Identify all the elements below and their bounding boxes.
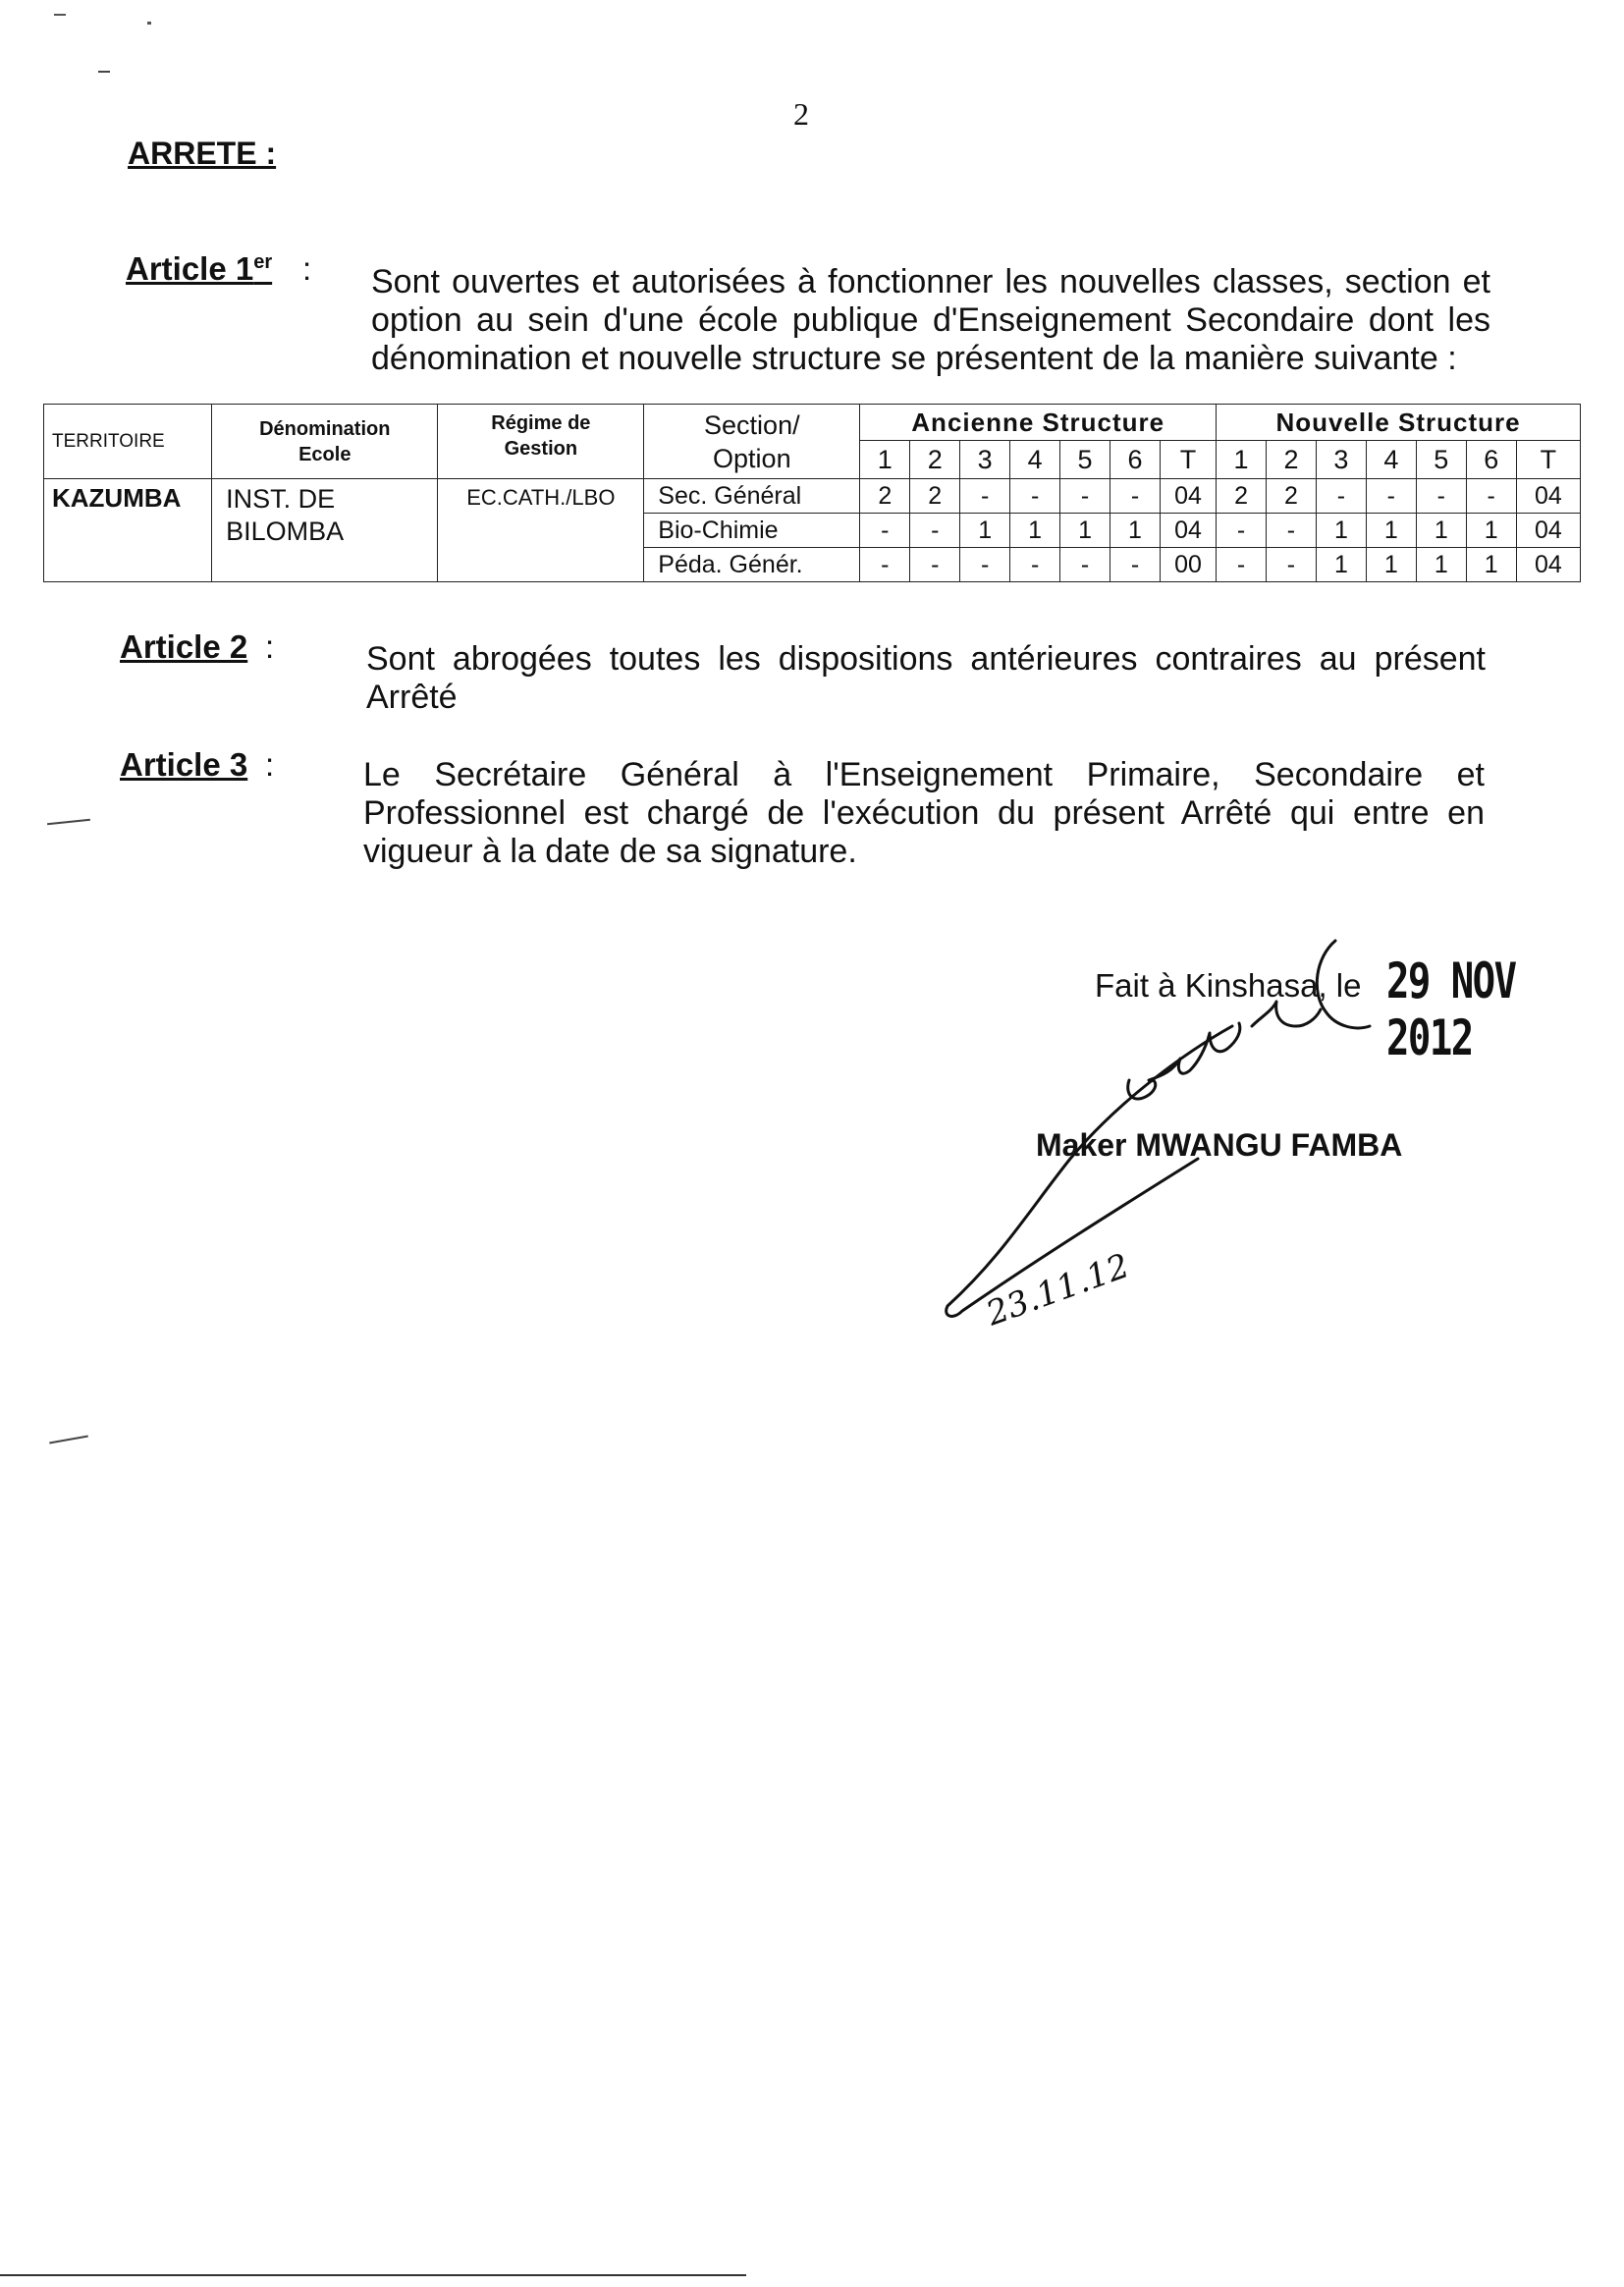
date-stamp: 29 NOV 2012 [1386,953,1516,1066]
cell-value: - [1217,548,1267,582]
header-nouvelle-6: 6 [1466,441,1516,479]
scan-speck [54,14,66,16]
header-nouvelle-4: 4 [1366,441,1416,479]
header-ancienne-6: 6 [1110,441,1161,479]
header-nouvelle-structure: Nouvelle Structure [1217,405,1581,441]
cell-value: - [1267,548,1317,582]
article-2-label: Article 2 [120,628,248,665]
header-nouvelle-2: 2 [1267,441,1317,479]
cell-total: 04 [1516,514,1580,548]
cell-territoire: KAZUMBA [44,479,212,582]
cell-value: 1 [1416,514,1466,548]
cell-value: 1 [1466,514,1516,548]
cell-option: Péda. Génér. [644,548,860,582]
cell-value: 1 [1110,514,1161,548]
cell-value: 1 [1466,548,1516,582]
handwritten-signature [923,933,1473,1355]
header-ancienne-3: 3 [960,441,1010,479]
cell-option: Sec. Général [644,479,860,514]
cell-value: - [1010,479,1060,514]
signatory-name: Maker MWANGU FAMBA [1036,1127,1403,1163]
article-3-text: Le Secrétaire Général à l'Enseignement Primaire, Secondaire et Professionnel est chargé de l'exécution du présent Arrêté qui entre en vigueur à la date de sa signature. [363,756,1485,870]
cell-value: 1 [1010,514,1060,548]
page-number: 2 [793,96,809,132]
scan-speck [49,1436,88,1444]
cell-value: 1 [960,514,1010,548]
header-ancienne-5: 5 [1060,441,1110,479]
cell-value: - [860,514,910,548]
article-1-label-sup: er [253,251,273,273]
cell-value: - [960,479,1010,514]
cell-value: 1 [1366,514,1416,548]
cell-value: - [1267,514,1317,548]
cell-value: - [1217,514,1267,548]
cell-value: - [1010,548,1060,582]
cell-option: Bio-Chimie [644,514,860,548]
cell-value: - [1316,479,1366,514]
header-nouvelle-3: 3 [1316,441,1366,479]
cell-value: 1 [1416,548,1466,582]
article-3-colon: : [265,746,275,783]
article-1-label-text: Article 1 [126,250,254,287]
header-ancienne-t: T [1160,441,1216,479]
header-nouvelle-t: T [1516,441,1580,479]
article-1-label [126,250,272,288]
table-row [44,479,1581,514]
header-section-option: Section/ Option [644,405,860,479]
cell-value: - [1060,548,1110,582]
cell-value: 2 [1267,479,1317,514]
article-3-label: Article 3 [120,746,248,783]
cell-value: - [860,548,910,582]
article-1-text: Sont ouvertes et autorisées à fonctionner les nouvelles classes, section et option au sein d'une école publique d'Enseignement Secondaire dont les dénomination et nouvelle structure se présentent de la manière suivante : [371,263,1490,377]
cell-value: 1 [1366,548,1416,582]
header-ancienne-structure: Ancienne Structure [860,405,1217,441]
cell-value: - [910,548,960,582]
cell-value: - [1110,548,1161,582]
scan-speck [47,819,90,826]
header-ancienne-2: 2 [910,441,960,479]
cell-value: 1 [1060,514,1110,548]
structure-table [43,404,1581,582]
header-ancienne-4: 4 [1010,441,1060,479]
cell-total: 04 [1160,514,1216,548]
scan-speck [98,71,110,73]
place-and-date-label: Fait à Kinshasa, le [1095,967,1362,1004]
cell-total: 04 [1516,479,1580,514]
cell-total: 00 [1160,548,1216,582]
header-nouvelle-1: 1 [1217,441,1267,479]
cell-denomination: INST. DE BILOMBA [212,479,438,582]
cell-value: - [1366,479,1416,514]
cell-value: - [1416,479,1466,514]
cell-value: - [1466,479,1516,514]
cell-value: - [1110,479,1161,514]
header-ancienne-1: 1 [860,441,910,479]
cell-value: 2 [860,479,910,514]
cell-value: - [1060,479,1110,514]
article-2-colon: : [265,628,275,665]
article-2-text: Sont abrogées toutes les dispositions antérieures contraires au présent Arrêté [366,640,1486,716]
handwritten-date: 23.11.12 [981,1246,1135,1334]
cell-value: - [910,514,960,548]
scan-speck [147,22,151,25]
cell-value: 1 [1316,548,1366,582]
cell-total: 04 [1516,548,1580,582]
cell-value: 2 [910,479,960,514]
cell-value: 2 [1217,479,1267,514]
header-territoire: TERRITOIRE [44,405,212,479]
cell-regime: EC.CATH./LBO [438,479,644,582]
cell-total: 04 [1160,479,1216,514]
header-denomination: Dénomination Ecole [212,405,438,479]
cell-value: - [960,548,1010,582]
cell-value: 1 [1316,514,1366,548]
header-regime: Régime de Gestion [438,405,644,479]
bottom-rule [0,2274,746,2276]
header-nouvelle-5: 5 [1416,441,1466,479]
article-1-colon: : [302,250,312,287]
decree-heading: ARRETE : [128,136,277,171]
